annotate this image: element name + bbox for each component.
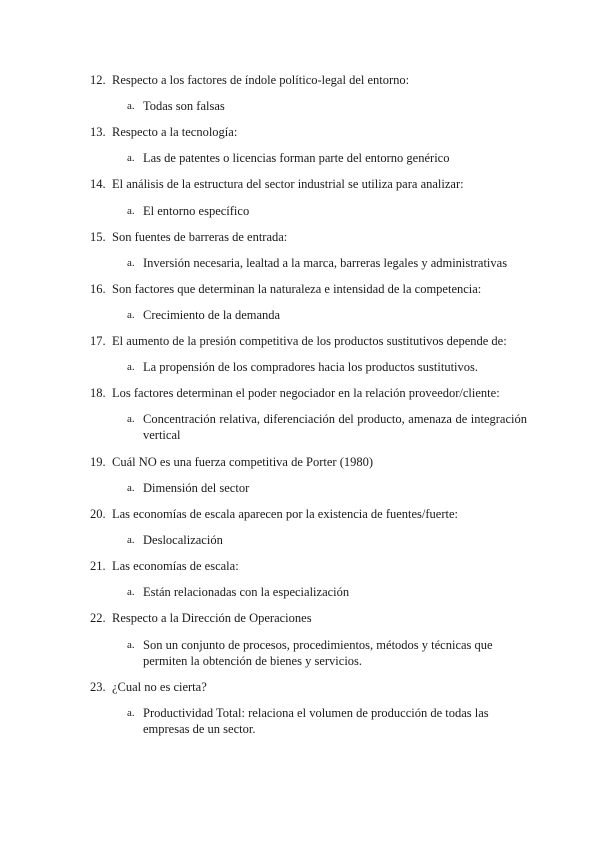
answer-18: [127, 411, 527, 443]
answer-22: [127, 637, 527, 669]
answer-text: El entorno específico: [143, 204, 250, 218]
question-number: 16.: [90, 282, 106, 296]
question-number: 20.: [90, 507, 106, 521]
question-text: Respecto a la Dirección de Operaciones: [112, 611, 312, 625]
question-text: Respecto a la tecnología:: [112, 125, 238, 139]
question-19: [90, 454, 530, 470]
answer-text: Todas son falsas: [143, 99, 225, 113]
question-number: 15.: [90, 230, 106, 244]
question-text: Son factores que determinan la naturaleza e intensidad de la competencia:: [112, 282, 482, 296]
answer-12: [127, 98, 527, 114]
question-number: 12.: [90, 73, 106, 87]
question-text: Las economías de escala aparecen por la existencia de fuentes/fuerte:: [112, 507, 459, 521]
question-13: [90, 124, 530, 140]
question-number: 23.: [90, 680, 106, 694]
answer-17: [127, 359, 527, 375]
question-number: 14.: [90, 177, 106, 191]
answer-text: Están relacionadas con la especialización: [143, 585, 350, 599]
answer-text: Las de patentes o licencias forman parte del entorno genérico: [143, 151, 450, 165]
question-text: Son fuentes de barreras de entrada:: [112, 230, 288, 244]
answer-20: [127, 532, 527, 548]
answer-marker: a.: [127, 413, 135, 425]
answer-text: Concentración relativa, diferenciación del producto, amenaza de integración vertical: [143, 412, 527, 442]
question-text: Respecto a los factores de índole político-legal del entorno:: [112, 73, 410, 87]
answer-marker: a.: [127, 205, 135, 217]
question-number: 22.: [90, 611, 106, 625]
question-text: El aumento de la presión competitiva de los productos sustitutivos depende de:: [112, 334, 507, 348]
answer-marker: a.: [127, 100, 135, 112]
answer-text: Crecimiento de la demanda: [143, 308, 281, 322]
answer-14: [127, 203, 527, 219]
answer-16: [127, 307, 527, 323]
answer-marker: a.: [127, 361, 135, 373]
answer-marker: a.: [127, 482, 135, 494]
question-text: Cuál NO es una fuerza competitiva de Porter (1980): [112, 455, 374, 469]
question-22: [90, 610, 530, 626]
question-text: El análisis de la estructura del sector industrial se utiliza para analizar:: [112, 177, 464, 191]
answer-marker: a.: [127, 707, 135, 719]
question-number: 17.: [90, 334, 106, 348]
answer-marker: a.: [127, 152, 135, 164]
question-15: [90, 229, 530, 245]
question-20: [90, 506, 530, 522]
answer-text: Inversión necesaria, lealtad a la marca, barreras legales y administrativas: [143, 256, 508, 270]
answer-15: [127, 255, 527, 271]
question-23: [90, 679, 530, 695]
question-text: Las economías de escala:: [112, 559, 239, 573]
question-number: 21.: [90, 559, 106, 573]
question-12: [90, 72, 530, 88]
question-text: Los factores determinan el poder negociador en la relación proveedor/cliente:: [112, 386, 500, 400]
answer-marker: a.: [127, 586, 135, 598]
answer-text: Productividad Total: relaciona el volumen de producción de todas las empresas de un sector.: [143, 706, 489, 736]
answer-marker: a.: [127, 309, 135, 321]
question-18: [90, 385, 530, 401]
answer-marker: a.: [127, 639, 135, 651]
answer-marker: a.: [127, 257, 135, 269]
answer-21: [127, 584, 527, 600]
question-text: ¿Cual no es cierta?: [112, 680, 207, 694]
question-number: 19.: [90, 455, 106, 469]
question-14: [90, 176, 530, 192]
answer-text: Deslocalización: [143, 533, 223, 547]
question-number: 18.: [90, 386, 106, 400]
question-17: [90, 333, 530, 349]
answer-13: [127, 150, 527, 166]
answer-23: [127, 705, 527, 737]
answer-text: Son un conjunto de procesos, procedimientos, métodos y técnicas que permiten la obtención de bienes y servicios.: [143, 638, 493, 668]
question-16: [90, 281, 530, 297]
answer-text: Dimensión del sector: [143, 481, 250, 495]
answer-19: [127, 480, 527, 496]
question-21: [90, 558, 530, 574]
answer-marker: a.: [127, 534, 135, 546]
question-number: 13.: [90, 125, 106, 139]
answer-text: La propensión de los compradores hacia los productos sustitutivos.: [143, 360, 479, 374]
